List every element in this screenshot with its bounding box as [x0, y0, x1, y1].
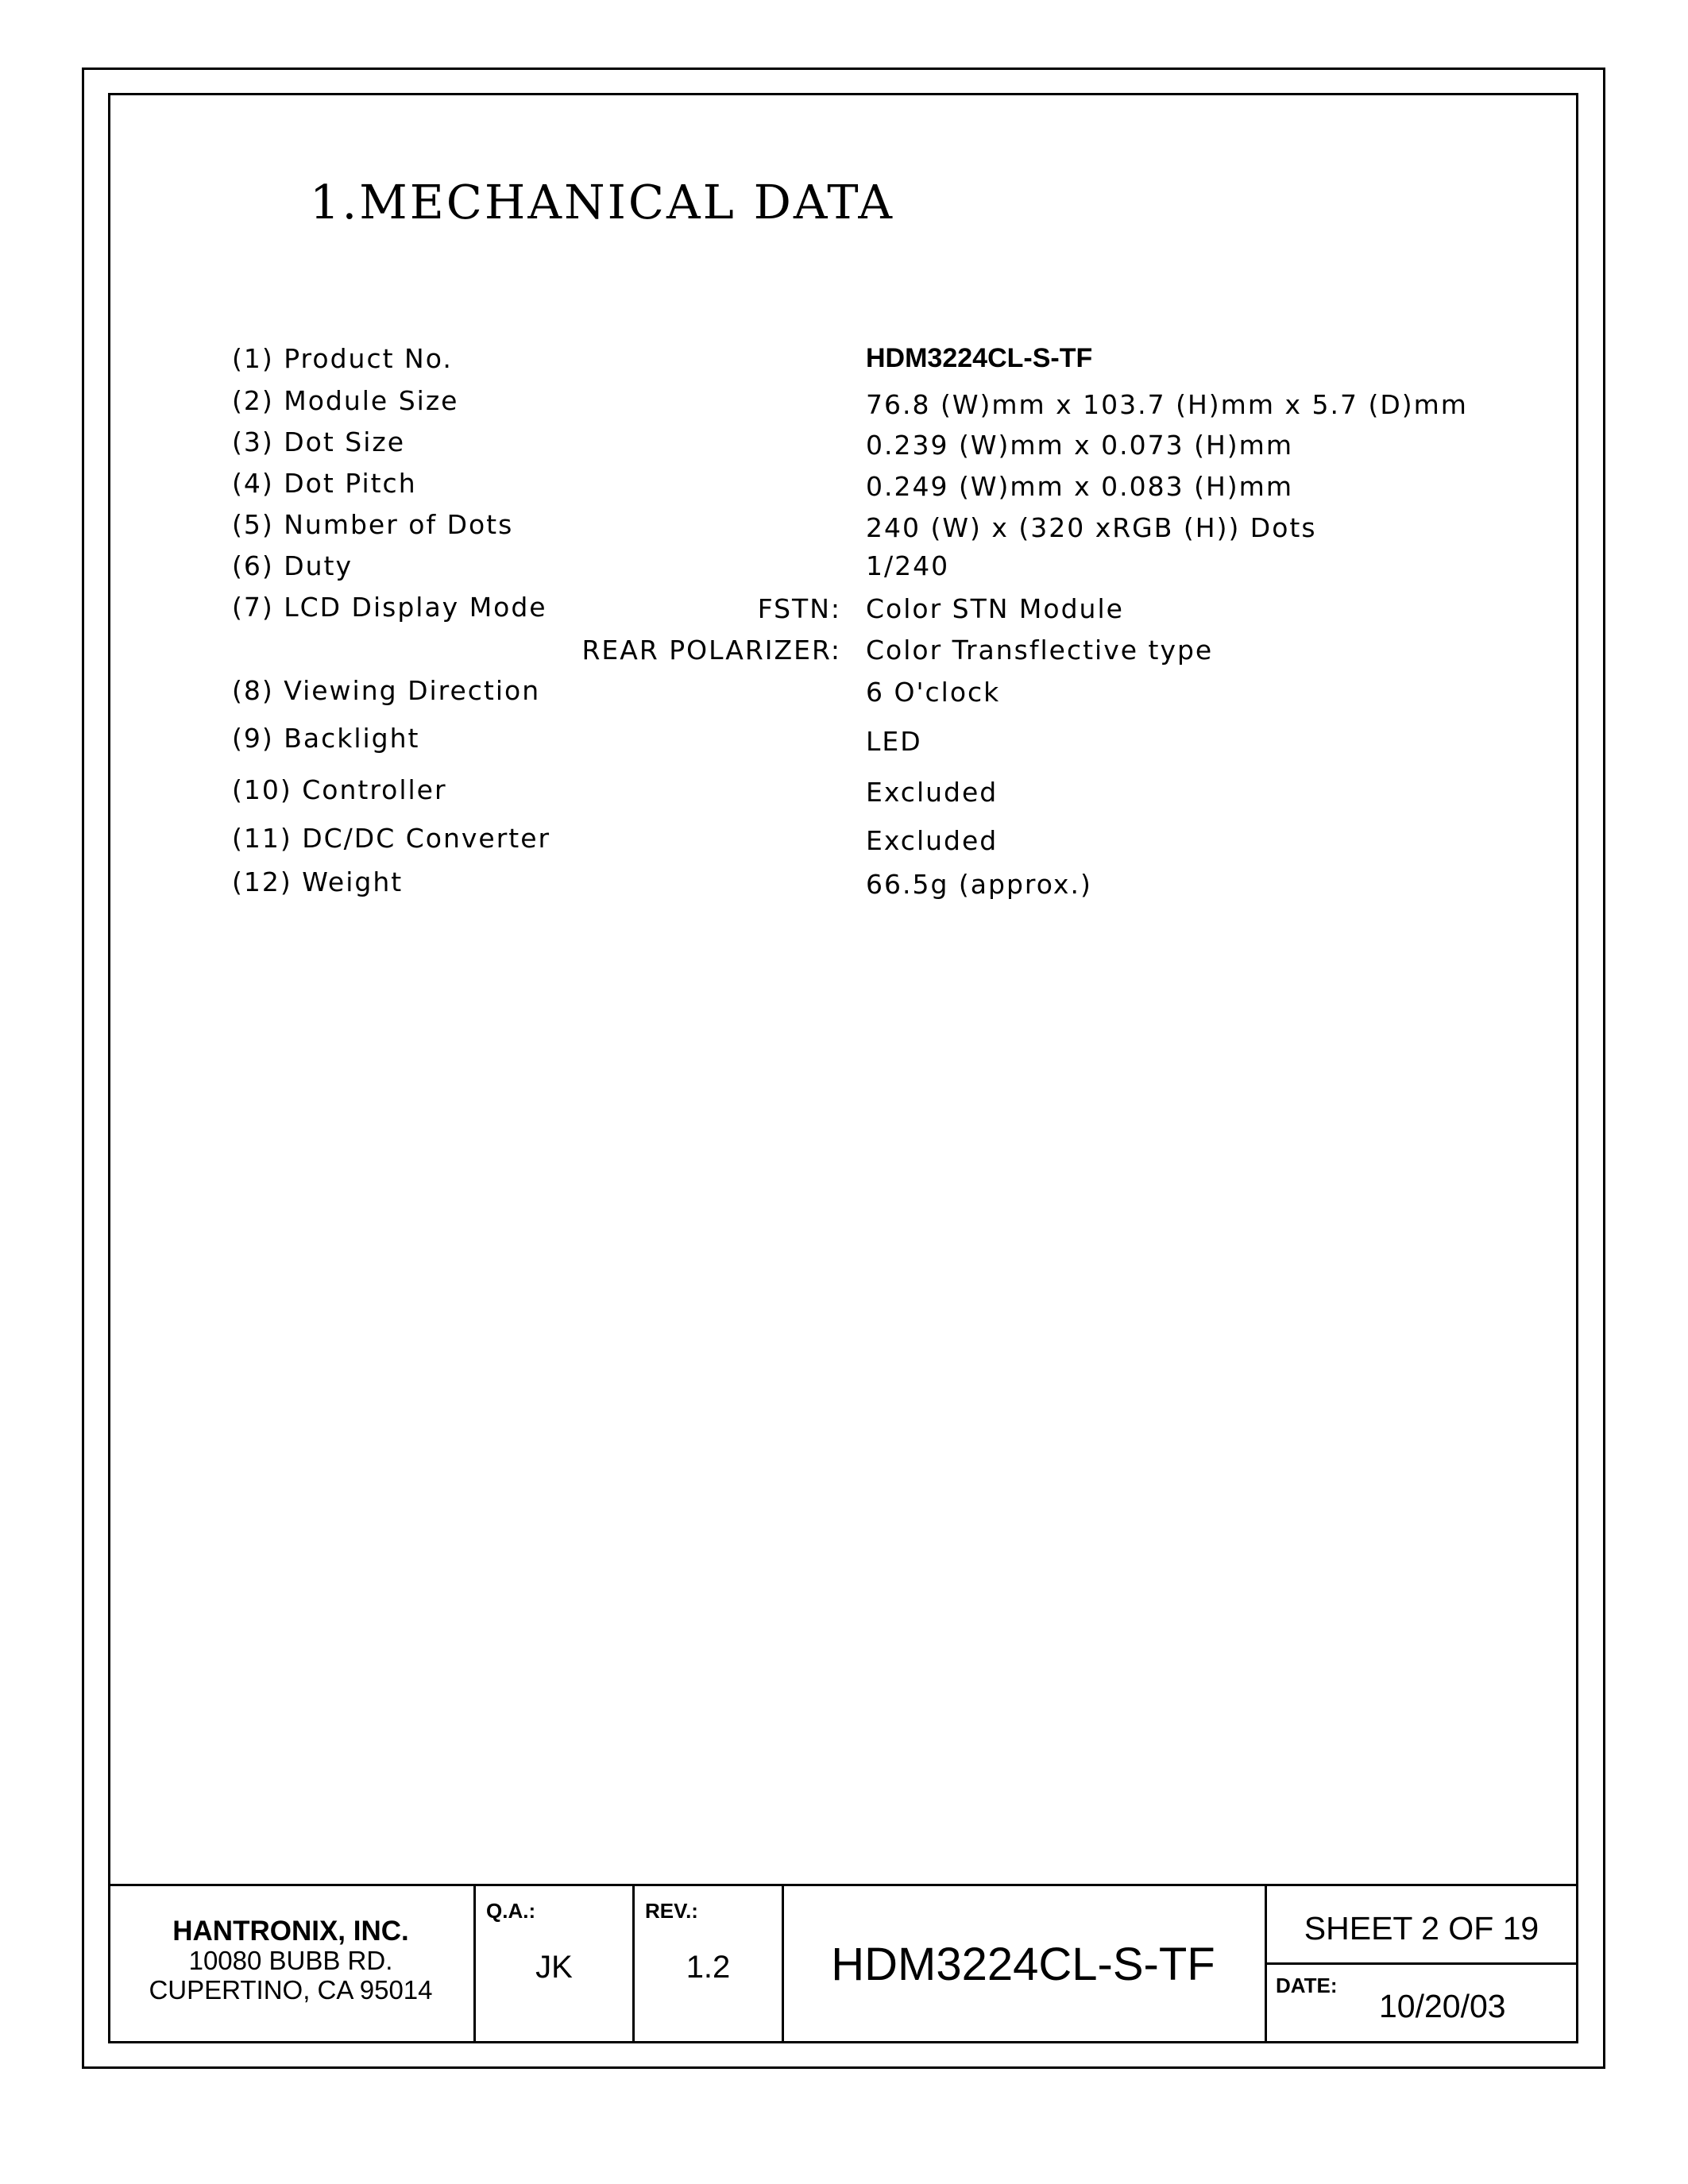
- date-label: DATE:: [1276, 1974, 1338, 1997]
- spec-sublabel: REAR POLARIZER:: [581, 635, 841, 666]
- rev-label: REV.:: [645, 1899, 698, 1923]
- spec-value: 240 (W) x (320 xRGB (H)) Dots: [866, 512, 1317, 543]
- spec-label: (5) Number of Dots: [232, 509, 514, 540]
- company-name: HANTRONIX, INC.: [172, 1916, 409, 1947]
- company-address-line2: CUPERTINO, CA 95014: [149, 1975, 433, 2005]
- spec-label: (8) Viewing Direction: [232, 675, 541, 706]
- spec-value: HDM3224CL-S-TF: [866, 343, 1093, 373]
- date-value: 10/20/03: [1379, 1988, 1506, 2024]
- title-block: [108, 1884, 1578, 2043]
- spec-label: (11) DC/DC Converter: [232, 823, 551, 854]
- spec-value: 0.239 (W)mm x 0.073 (H)mm: [866, 430, 1293, 461]
- section-title: 1.MECHANICAL DATA: [310, 175, 895, 230]
- spec-label: (6) Duty: [232, 550, 353, 581]
- qa-value: JK: [535, 1950, 573, 1985]
- spec-label: (10) Controller: [232, 774, 447, 805]
- spec-value: 1/240: [866, 550, 950, 581]
- spec-value: Color STN Module: [866, 593, 1124, 624]
- spec-value: Excluded: [866, 777, 999, 808]
- spec-label: (9) Backlight: [232, 723, 420, 754]
- part-number: HDM3224CL-S-TF: [831, 1939, 1215, 1990]
- spec-label: (12) Weight: [232, 866, 404, 897]
- spec-label: (3) Dot Size: [232, 426, 406, 457]
- spec-value: LED: [866, 726, 922, 757]
- spec-label: (4) Dot Pitch: [232, 468, 417, 499]
- spec-value: 76.8 (W)mm x 103.7 (H)mm x 5.7 (D)mm: [866, 389, 1468, 420]
- spec-label: (2) Module Size: [232, 385, 459, 416]
- company-address-line1: 10080 BUBB RD.: [188, 1946, 393, 1975]
- spec-value: Excluded: [866, 825, 999, 856]
- spec-sublabel: FSTN:: [757, 593, 841, 624]
- title-block-divider: [1265, 1962, 1578, 1965]
- spec-value: Color Transflective type: [866, 635, 1214, 666]
- spec-value: 66.5g (approx.): [866, 869, 1092, 900]
- rev-value: 1.2: [686, 1950, 731, 1985]
- spec-value: 0.249 (W)mm x 0.083 (H)mm: [866, 471, 1293, 502]
- qa-label: Q.A.:: [486, 1899, 536, 1923]
- spec-label: (7) LCD Display Mode: [232, 592, 547, 623]
- spec-value: 6 O'clock: [866, 677, 1001, 708]
- spec-label: (1) Product No.: [232, 343, 453, 374]
- sheet-number: SHEET 2 OF 19: [1304, 1910, 1539, 1947]
- company-info: [108, 1916, 473, 2005]
